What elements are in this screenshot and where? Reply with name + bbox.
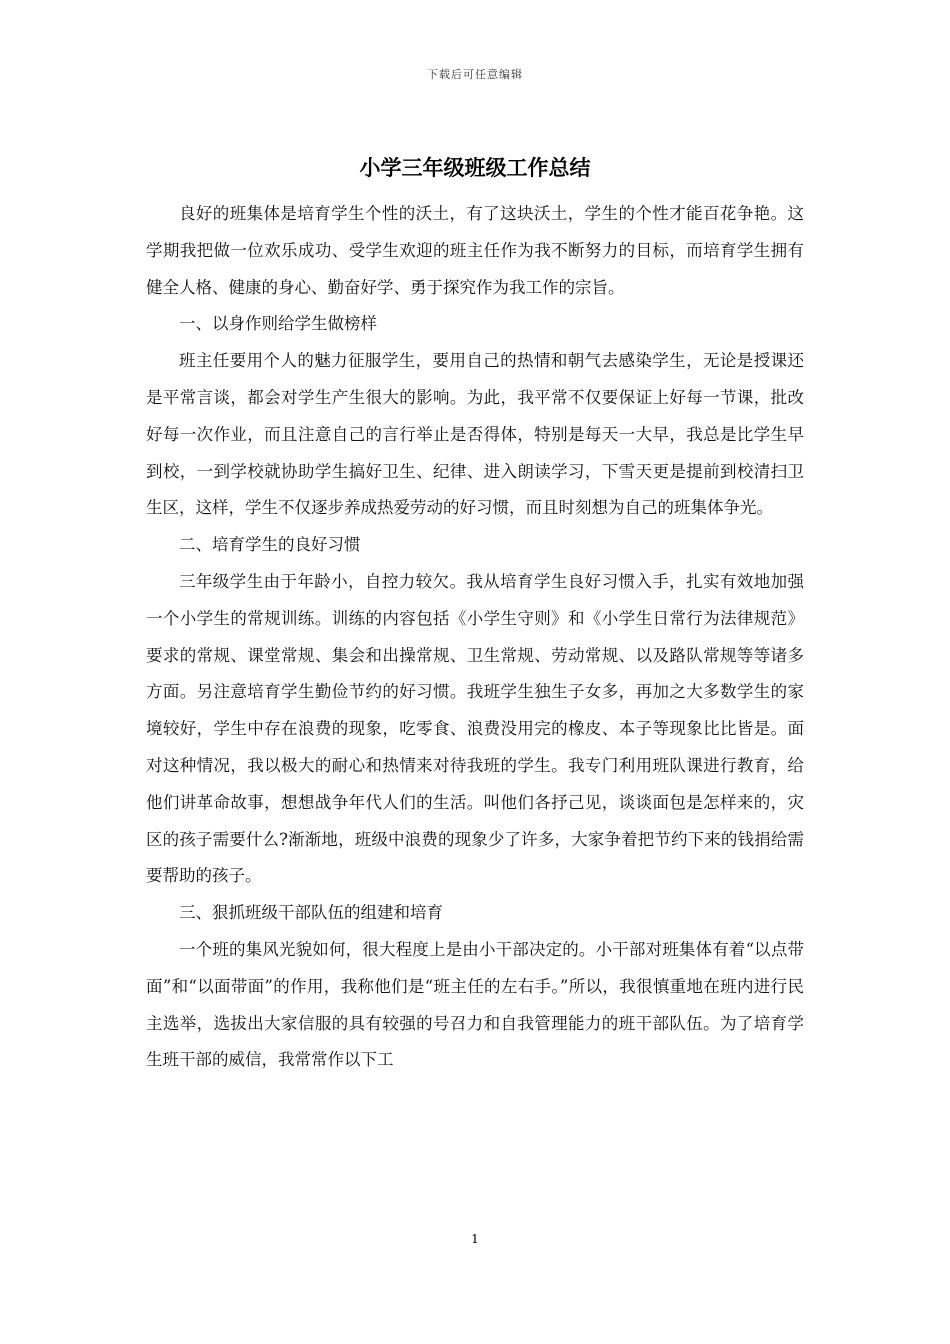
section-1-paragraph: 班主任要用个人的魅力征服学生，要用自己的热情和朝气去感染学生，无论是授课还是平常言谈，都会对学生产生很大的影响。为此，我平常不仅要保证上好每一节课，批改好每一次作业，而且注意自己的言行举止是否得体，特别是每天一大早，我总是比学生早到校，一到学校就协助学生搞好卫生、纪律、进入朗读学习，下雪天更是提前到校清扫卫生区，这样，学生不仅逐步养成热爱劳动的好习惯，而且时刻想为自己的班集体争光。 xyxy=(146,351,804,518)
section-heading-1: 一、以身作则给学生做榜样 xyxy=(179,314,377,334)
section-heading-3: 三、狠抓班级干部队伍的组建和培育 xyxy=(179,903,443,923)
section-2-paragraph: 三年级学生由于年龄小，自控力较欠。我从培育学生良好习惯入手，扎实有效地加强一个小学生的常规训练。训练的内容包括《小学生守则》和《小学生日常行为法律规范》要求的常规、课堂常规、集会和出操常规、卫生常规、劳动常规、以及路队常规等等诸多方面。另注意培育学生勤俭节约的好习惯。我班学生独生子女多，再加之大多数学生的家境较好，学生中存在浪费的现象，吃零食、浪费没用完的橡皮、本子等现象比比皆是。面对这种情况，我以极大的耐心和热情来对待我班的学生。我专门利用班队课进行教育，给他们讲革命故事，想想战争年代人们的生活。叫他们各抒己见，谈谈面包是怎样来的，灾区的孩子需要什么?渐渐地，班级中浪费的现象少了许多，大家争着把节约下来的钱捐给需要帮助的孩子。 xyxy=(146,571,804,886)
page-header-note: 下载后可任意编辑 xyxy=(427,68,523,81)
section-3-paragraph: 一个班的集风光貌如何，很大程度上是由小干部决定的。小干部对班集体有着“以点带面”和“以面带面”的作用，我称他们是“班主任的左右手。”所以，我很慎重地在班内进行民主选举，选拔出大家信服的具有较强的号召力和自我管理能力的班干部队伍。为了培育学生班干部的威信，我常常作以下工 xyxy=(146,939,804,1070)
intro-paragraph: 良好的班集体是培育学生个性的沃土，有了这块沃土，学生的个性才能百花争艳。这学期我把做一位欢乐成功、受学生欢迎的班主任作为我不断努力的目标，而培育学生拥有健全人格、健康的身心、勤奋好学、勇于探究作为我工作的宗旨。 xyxy=(146,204,804,297)
document-title: 小学三年级班级工作总结 xyxy=(359,155,591,180)
document-body xyxy=(146,196,804,1079)
section-heading-2: 二、培育学生的良好习惯 xyxy=(179,535,361,555)
page-number: 1 xyxy=(471,1232,479,1246)
